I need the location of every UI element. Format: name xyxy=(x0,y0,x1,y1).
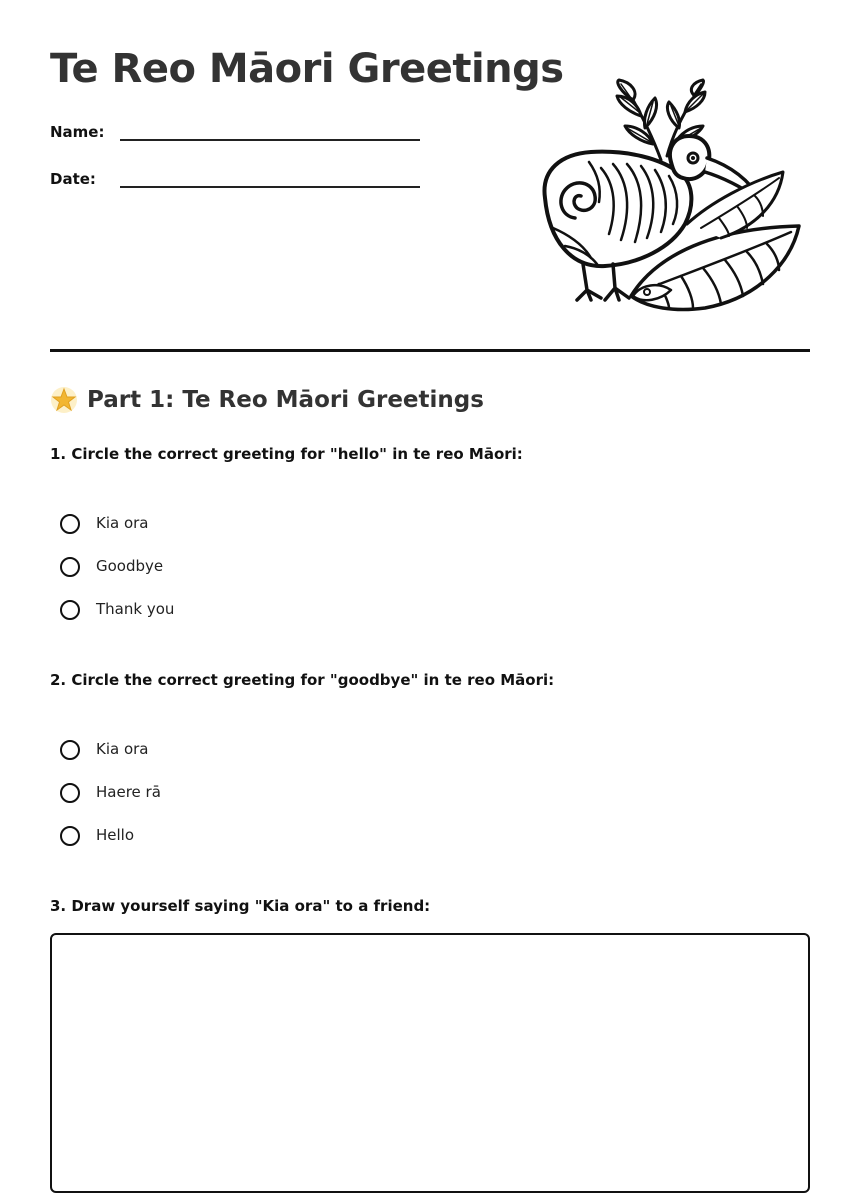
option-label: Kia ora xyxy=(96,514,149,532)
radio-circle[interactable] xyxy=(60,826,80,846)
header-divider xyxy=(50,349,810,352)
date-label: Date: xyxy=(50,170,96,188)
q1-option-3[interactable] xyxy=(60,596,174,622)
question-1: 1. Circle the correct greeting for "hello" in te reo Māori: xyxy=(50,445,523,463)
question-2: 2. Circle the correct greeting for "goodbye" in te reo Māori: xyxy=(50,671,555,689)
name-input-line[interactable] xyxy=(120,139,420,141)
q1-option-1[interactable] xyxy=(60,510,149,536)
option-label: Kia ora xyxy=(96,740,149,758)
q2-option-3[interactable] xyxy=(60,822,134,848)
option-label: Goodbye xyxy=(96,557,164,575)
radio-circle[interactable] xyxy=(60,740,80,760)
kiwi-bird-illustration xyxy=(535,78,803,312)
q2-option-2[interactable] xyxy=(60,779,161,805)
name-field[interactable] xyxy=(50,117,430,147)
date-input-line[interactable] xyxy=(120,186,420,188)
star-icon xyxy=(50,386,78,414)
radio-circle[interactable] xyxy=(60,557,80,577)
section-heading xyxy=(50,386,484,414)
question-3: 3. Draw yourself saying "Kia ora" to a friend: xyxy=(50,897,431,915)
page-title: Te Reo Māori Greetings xyxy=(50,46,564,92)
q1-option-2[interactable] xyxy=(60,553,163,579)
name-label: Name: xyxy=(50,123,105,141)
radio-circle[interactable] xyxy=(60,600,80,620)
date-field[interactable] xyxy=(50,164,430,194)
option-label: Haere rā xyxy=(96,783,161,801)
radio-circle[interactable] xyxy=(60,783,80,803)
radio-circle[interactable] xyxy=(60,514,80,534)
option-label: Thank you xyxy=(96,600,175,618)
q2-option-1[interactable] xyxy=(60,736,149,762)
drawing-area[interactable] xyxy=(50,933,810,1193)
section-heading-text: Part 1: Te Reo Māori Greetings xyxy=(87,387,484,413)
option-label: Hello xyxy=(96,826,135,844)
